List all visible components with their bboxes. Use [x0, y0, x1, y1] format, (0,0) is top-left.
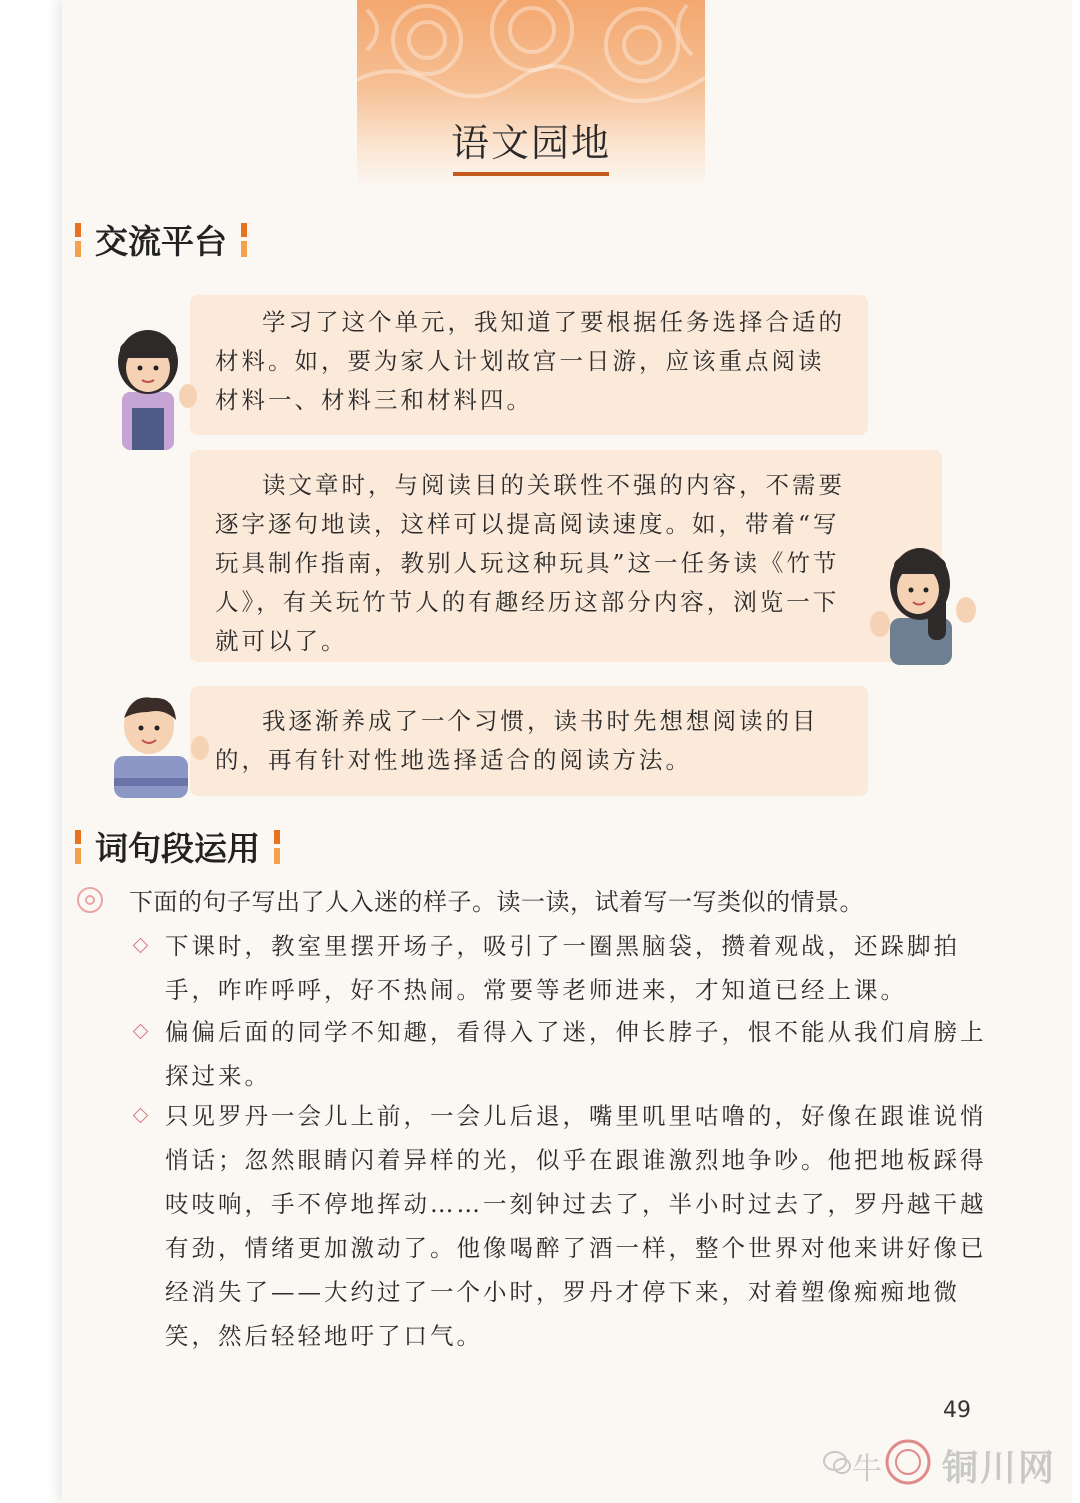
watermark	[822, 1432, 1072, 1492]
heading-bar-right	[241, 223, 247, 257]
example-sentence-1	[135, 924, 995, 1012]
heading-bar-left	[75, 223, 81, 257]
page-number: 49	[943, 1398, 971, 1423]
exercise-intro-text: 下面的句子写出了人入迷的样子。读一读，试着写一写类似的情景。	[129, 888, 864, 916]
section-heading-exchange	[75, 216, 247, 263]
girl-long-hair-illustration-icon	[868, 540, 978, 665]
diamond-bullet-icon	[133, 1108, 149, 1124]
chat-bubble-icon	[822, 1448, 852, 1478]
example-text: 只见罗丹一会儿上前，一会儿后退，嘴里叽里咕噜的，好像在跟谁说悄悄话；忽然眼睛闪着异样的光，似乎在跟谁激烈地争吵。他把地板踩得吱吱响，手不停地挥动……一刻钟过去了，半小时过去了，罗丹越干越有劲，情绪更加激动了。他像喝醉了酒一样，整个世界对他来讲好像已经消失了——大约过了一个小时，罗丹才停下来，对着塑像痴痴地微笑，然后轻轻地吁了口气。	[165, 1102, 987, 1350]
exercise-bullet-icon	[77, 887, 103, 913]
example-sentence-3	[135, 1094, 995, 1358]
speech-box-2	[190, 450, 942, 662]
boy-illustration-icon	[104, 690, 214, 798]
watermark-text: 铜川网	[942, 1448, 1057, 1489]
seal-icon	[884, 1438, 932, 1486]
exercise-instruction	[77, 882, 864, 917]
speech-text-1: 学习了这个单元，我知道了要根据任务选择合适的材料。如，要为家人计划故宫一日游，应该重点阅读材料一、材料三和材料四。	[215, 308, 845, 414]
watermark-prefix: 牛	[852, 1452, 882, 1487]
example-text: 偏偏后面的同学不知趣，看得入了迷，伸长脖子，恨不能从我们肩膀上探过来。	[165, 1018, 987, 1090]
diamond-bullet-icon	[133, 938, 149, 954]
title-underline	[453, 172, 609, 176]
speech-box-1	[190, 295, 868, 435]
girl-illustration-icon	[100, 318, 200, 453]
speech-text-2: 读文章时，与阅读目的关联性不强的内容，不需要逐字逐句地读，这样可以提高阅读速度。如，带着“写玩具制作指南，教别人玩这种玩具”这一任务读《竹节人》，有关玩竹节人的有趣经历这部分内容，浏览一下就可以了。	[215, 471, 845, 655]
title-banner	[357, 0, 705, 190]
diamond-bullet-icon	[133, 1024, 149, 1040]
speech-text-3: 我逐渐养成了一个习惯，读书时先想想阅读的目的，再有针对性地选择适合的阅读方法。	[215, 707, 819, 774]
section-title: 词句段运用	[95, 829, 260, 868]
heading-bar-right	[274, 830, 280, 864]
example-text: 下课时，教室里摆开场子，吸引了一圈黑脑袋，攒着观战，还跺脚拍手，咋咋呼呼，好不热闹。常要等老师进来，才知道已经上课。	[165, 932, 960, 1004]
page-title: 语文园地	[450, 121, 611, 165]
example-sentence-2	[135, 1010, 995, 1098]
heading-bar-left	[75, 830, 81, 864]
section-title: 交流平台	[95, 222, 227, 261]
section-heading-usage	[75, 823, 280, 870]
speech-box-3	[190, 686, 868, 796]
